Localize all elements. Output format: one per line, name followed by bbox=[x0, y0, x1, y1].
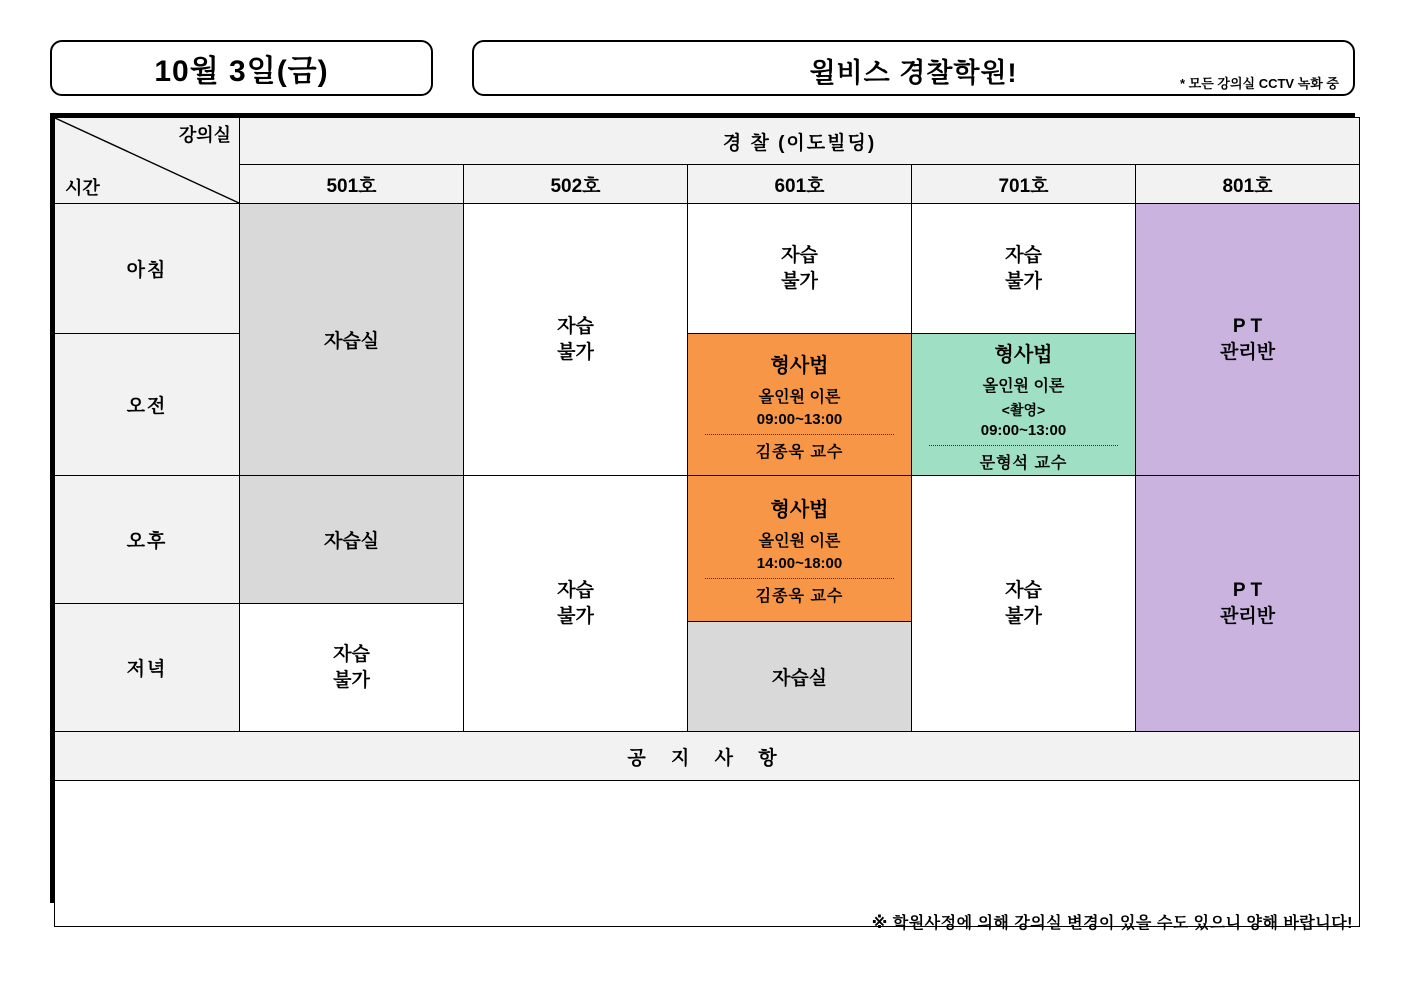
room-header-502: 502호 bbox=[464, 165, 688, 204]
room-header-501: 501호 bbox=[240, 165, 464, 204]
room-header-601: 601호 bbox=[688, 165, 912, 204]
table-corner-cell bbox=[55, 118, 240, 204]
date-text: 10월 3일(금) bbox=[154, 55, 329, 88]
class-course: 올인원 이론 bbox=[758, 533, 841, 551]
title-box bbox=[472, 40, 1355, 96]
cell-701-pm-line1: 자습 bbox=[1005, 579, 1042, 601]
cell-601-stack bbox=[688, 476, 911, 731]
class-professor: 김종욱 교수 bbox=[755, 444, 844, 461]
time-label-morning: 아침 bbox=[55, 204, 240, 334]
class-course: 올인원 이론 bbox=[982, 378, 1065, 395]
class-block-701-am[interactable] bbox=[912, 334, 1135, 475]
schedule-table bbox=[54, 117, 1360, 927]
cell-502-am-line1: 자습 bbox=[557, 315, 594, 337]
class-divider bbox=[705, 578, 893, 579]
cell-601-pm-class-wrap[interactable] bbox=[688, 476, 911, 622]
class-block-601-pm[interactable] bbox=[688, 476, 911, 621]
class-subject: 형사법 bbox=[994, 344, 1053, 366]
cell-501-morning-am: 자습실 bbox=[240, 204, 464, 476]
group-header: 경 찰 (이도빌딩) bbox=[240, 118, 1360, 165]
time-label-evening: 저녁 bbox=[55, 604, 240, 732]
class-subject: 형사법 bbox=[770, 499, 829, 522]
room-header-701: 701호 bbox=[912, 165, 1136, 204]
cell-601-morning-line1: 자습 bbox=[781, 244, 818, 266]
cell-801-pm-line2: 관리반 bbox=[1219, 605, 1276, 627]
cell-701-pm-line2: 불가 bbox=[1005, 605, 1042, 627]
cell-501-evening-line2: 불가 bbox=[333, 669, 370, 691]
class-subject: 형사법 bbox=[770, 355, 829, 377]
time-label-pm: 오후 bbox=[55, 476, 240, 604]
notice-header: 공 지 사 항 bbox=[55, 732, 1360, 781]
header bbox=[50, 40, 1355, 98]
cell-501-afternoon: 자습실 bbox=[240, 476, 464, 604]
cell-601-morning-line2: 불가 bbox=[781, 270, 818, 292]
cell-701-am-class[interactable] bbox=[912, 334, 1136, 476]
cell-502-pm-line2: 불가 bbox=[557, 605, 594, 627]
class-divider bbox=[705, 434, 893, 435]
class-block-601-am[interactable] bbox=[688, 334, 911, 475]
date-box bbox=[50, 40, 433, 96]
class-professor: 문형석 교수 bbox=[979, 455, 1068, 472]
cell-801-pm-line1: P T bbox=[1232, 579, 1263, 601]
cell-502-pm-line1: 자습 bbox=[557, 579, 594, 601]
page-title: 윌비스 경찰학원! bbox=[809, 58, 1018, 88]
class-professor: 김종욱 교수 bbox=[755, 588, 844, 606]
cell-801-am-line2: 관리반 bbox=[1219, 341, 1276, 363]
cell-801-morning-am bbox=[1136, 204, 1360, 476]
cctv-note: * 모든 강의실 CCTV 녹화 중 bbox=[1180, 76, 1339, 91]
class-time: 14:00~18:00 bbox=[756, 555, 843, 573]
schedule-table-wrap bbox=[50, 113, 1355, 903]
cell-502-pm-evening bbox=[464, 476, 688, 732]
class-recording-label: <촬영> bbox=[1001, 402, 1046, 418]
corner-room-label: 강의실 bbox=[178, 125, 231, 145]
class-course: 올인원 이론 bbox=[758, 389, 841, 406]
cell-601-evening-selfstudy: 자습실 bbox=[688, 622, 911, 731]
cell-701-pm-evening bbox=[912, 476, 1136, 732]
cell-601-pm-evening[interactable] bbox=[688, 476, 912, 732]
cell-701-morning-line1: 자습 bbox=[1005, 244, 1042, 266]
cell-501-evening bbox=[240, 604, 464, 732]
cell-701-morning bbox=[912, 204, 1136, 334]
cell-601-morning bbox=[688, 204, 912, 334]
cell-801-am-line1: P T bbox=[1232, 315, 1263, 337]
time-label-am: 오전 bbox=[55, 334, 240, 476]
cell-601-am-class[interactable] bbox=[688, 334, 912, 476]
cell-502-morning-am bbox=[464, 204, 688, 476]
class-time: 09:00~13:00 bbox=[756, 411, 843, 428]
class-time: 09:00~13:00 bbox=[980, 422, 1067, 439]
class-divider bbox=[929, 445, 1117, 446]
room-header-801: 801호 bbox=[1136, 165, 1360, 204]
footer-note: ※ 학원사정에 의해 강의실 변경이 있을 수도 있으니 양해 바랍니다! bbox=[871, 915, 1353, 932]
cell-501-evening-line1: 자습 bbox=[333, 643, 370, 665]
notice-body bbox=[55, 781, 1360, 927]
cell-502-am-line2: 불가 bbox=[557, 341, 594, 363]
corner-time-label: 시간 bbox=[65, 178, 100, 198]
cell-801-pm-evening bbox=[1136, 476, 1360, 732]
cell-701-morning-line2: 불가 bbox=[1005, 270, 1042, 292]
